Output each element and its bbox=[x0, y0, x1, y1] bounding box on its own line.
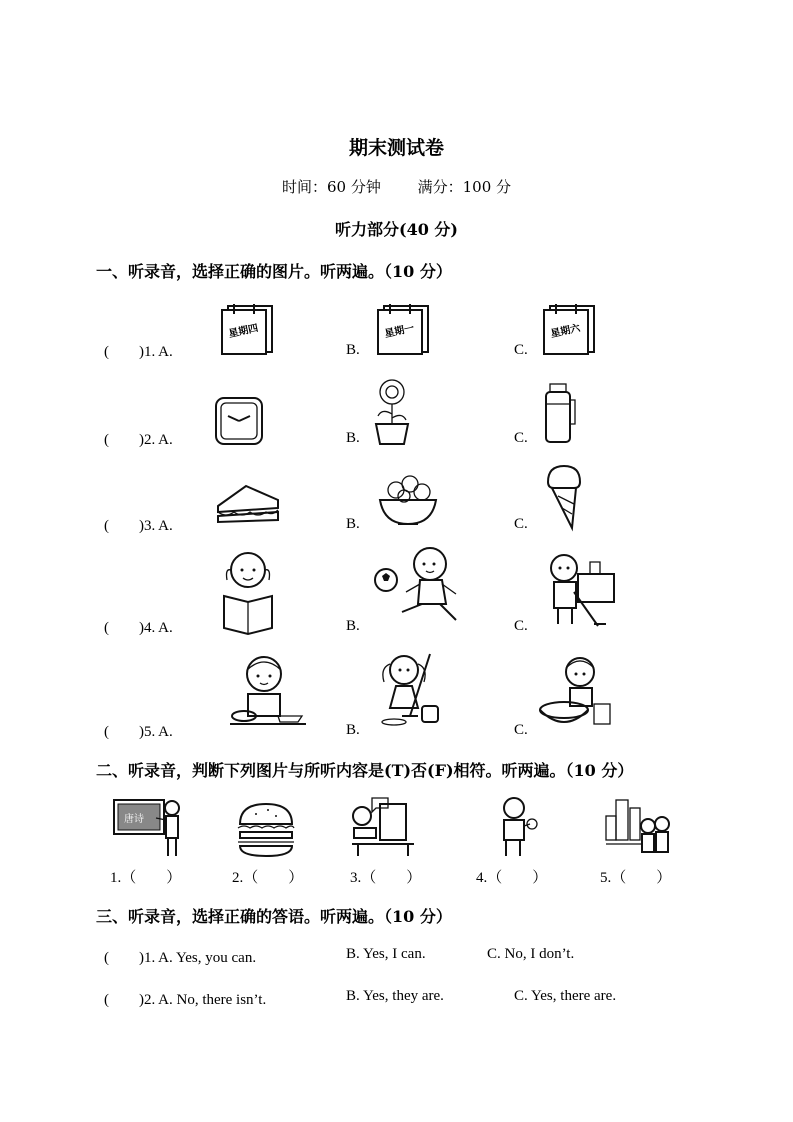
option-b-label: B. Yes, they are. bbox=[346, 988, 444, 1004]
section2-heading: 二、听录音，判断下列图片与所听内容是(T)否(F)相符。听两遍。（10 分） bbox=[96, 761, 634, 780]
boy-eating-icon bbox=[494, 796, 544, 864]
page-title: 期末测试卷 bbox=[348, 137, 444, 159]
calendar-label: 星期四 bbox=[227, 323, 260, 341]
teacher-blackboard-icon bbox=[112, 796, 184, 862]
section1-heading: 一、听录音，选择正确的图片。听两遍。（10 分） bbox=[96, 262, 452, 281]
calendar-label: 星期一 bbox=[383, 323, 416, 341]
girl-reading-icon bbox=[220, 548, 276, 638]
option-b-label: B. bbox=[346, 342, 360, 358]
judge-blank-5[interactable]: 5.（ ） bbox=[600, 870, 672, 886]
judge-blank-1[interactable]: 1.（ ） bbox=[110, 870, 182, 886]
question-label: ( )1. A. bbox=[104, 344, 173, 360]
exam-time: 时间：60 分钟 bbox=[281, 178, 381, 196]
boy-computer-icon bbox=[350, 796, 416, 862]
calendar-icon bbox=[376, 300, 432, 360]
girl-cooking-icon bbox=[228, 652, 308, 734]
ice-cream-icon bbox=[544, 464, 584, 534]
clock-icon bbox=[214, 396, 264, 450]
boy-playing-football-icon bbox=[372, 544, 464, 634]
exam-score: 满分：100 分 bbox=[417, 178, 512, 196]
question-label: ( )2. A. No, there isn’t. bbox=[104, 992, 267, 1008]
judge-blank-2[interactable]: 2.（ ） bbox=[232, 870, 304, 886]
question-label: ( )3. A. bbox=[104, 518, 173, 534]
calendar-icon bbox=[220, 300, 276, 360]
sandwich-icon bbox=[216, 482, 282, 528]
option-c-label: C. bbox=[514, 430, 528, 446]
board-text: 唐诗 bbox=[124, 814, 144, 825]
salad-icon bbox=[376, 472, 440, 532]
calendar-label: 星期六 bbox=[549, 323, 582, 341]
option-c-label: C. No, I don’t. bbox=[487, 946, 575, 962]
option-b-label: B. bbox=[346, 618, 360, 634]
city-children-icon bbox=[604, 798, 672, 864]
option-c-label: C. bbox=[514, 342, 528, 358]
question-label: ( )4. A. bbox=[104, 620, 173, 636]
option-c-label: C. bbox=[514, 618, 528, 634]
question-label: ( )1. A. Yes, you can. bbox=[104, 950, 257, 966]
option-c-label: C. bbox=[514, 722, 528, 738]
boy-washing-clothes-icon bbox=[538, 654, 614, 732]
calendar-icon bbox=[542, 300, 598, 360]
option-b-label: B. bbox=[346, 430, 360, 446]
question-label: ( )2. A. bbox=[104, 432, 173, 448]
thermos-icon bbox=[542, 382, 578, 450]
flower-pot-icon bbox=[372, 378, 412, 450]
part-heading: 听力部分(40 分) bbox=[335, 220, 458, 239]
judge-blank-3[interactable]: 3.（ ） bbox=[350, 870, 422, 886]
hamburger-icon bbox=[236, 802, 296, 862]
option-c-label: C. Yes, there are. bbox=[514, 988, 617, 1004]
section3-heading: 三、听录音，选择正确的答语。听两遍。（10 分） bbox=[96, 907, 452, 926]
exam-meta bbox=[0, 176, 793, 197]
option-c-label: C. bbox=[514, 516, 528, 532]
boy-sweeping-icon bbox=[544, 552, 616, 636]
option-b-label: B. Yes, I can. bbox=[346, 946, 426, 962]
question-label: ( )5. A. bbox=[104, 724, 173, 740]
option-b-label: B. bbox=[346, 722, 360, 738]
judge-blank-4[interactable]: 4.（ ） bbox=[476, 870, 548, 886]
option-b-label: B. bbox=[346, 516, 360, 532]
girl-mopping-icon bbox=[376, 650, 444, 730]
